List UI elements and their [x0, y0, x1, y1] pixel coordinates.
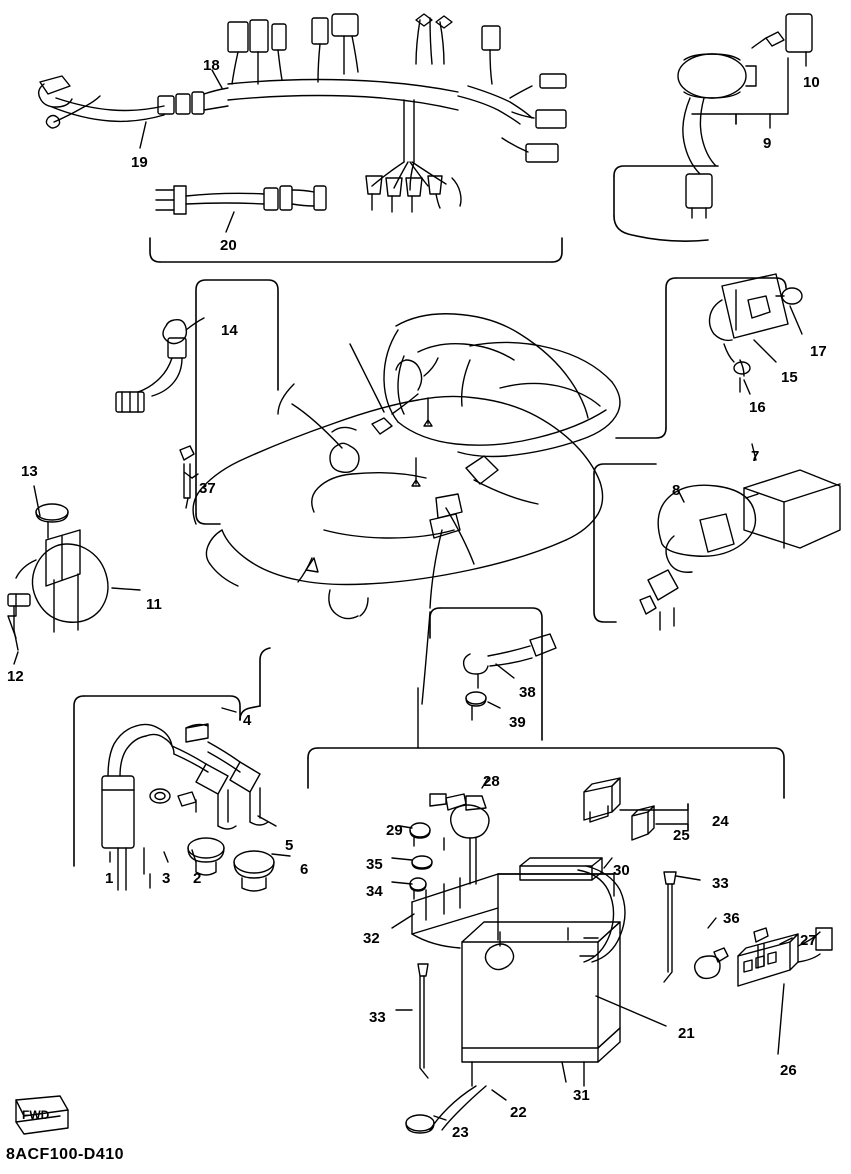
callout-number-26: 26 — [780, 1062, 797, 1079]
callout-number-36: 36 — [723, 910, 740, 927]
part-code-label: 8ACF100-D410 — [6, 1146, 125, 1163]
callout-number-34: 34 — [366, 883, 383, 900]
callout-number-2: 2 — [193, 870, 202, 887]
callout-number-1: 1 — [105, 870, 114, 887]
callout-number-6: 6 — [300, 861, 309, 878]
fwd-label: FWD — [22, 1108, 50, 1122]
callout-number-31: 31 — [573, 1087, 590, 1104]
rectifier-regulator-assembly — [616, 274, 802, 438]
callout-number-33b: 33 — [369, 1009, 386, 1026]
callout-number-19: 19 — [131, 154, 148, 171]
callout-number-14: 14 — [221, 322, 238, 339]
callout-number-5: 5 — [285, 837, 294, 854]
sensor-38-39 — [430, 608, 556, 740]
callout-number-21: 21 — [678, 1025, 695, 1042]
vehicle-body-outline — [193, 314, 620, 704]
callout-number-38: 38 — [519, 684, 536, 701]
callout-number-9: 9 — [763, 135, 772, 152]
callout-number-32: 32 — [363, 930, 380, 947]
starter-relay-assembly — [614, 14, 812, 241]
callout-number-18: 18 — [203, 57, 220, 74]
callout-number-15: 15 — [781, 369, 798, 386]
callout-number-16: 16 — [749, 399, 766, 416]
cdi-unit-assembly — [594, 444, 840, 630]
callout-number-13: 13 — [21, 463, 38, 480]
callout-number-22: 22 — [510, 1104, 527, 1121]
callout-number-39: 39 — [509, 714, 526, 731]
callout-number-17: 17 — [810, 343, 827, 360]
callout-number-33: 33 — [712, 875, 729, 892]
callout-number-29: 29 — [386, 822, 403, 839]
callout-number-8: 8 — [672, 482, 681, 499]
callout-number-20: 20 — [220, 237, 237, 254]
callout-number-37: 37 — [199, 480, 216, 497]
callout-number-28: 28 — [483, 773, 500, 790]
battery-assembly — [308, 688, 832, 1133]
ignition-coil-assembly — [74, 648, 290, 891]
callout-number-11: 11 — [146, 596, 162, 613]
callout-number-30: 30 — [613, 862, 630, 879]
callout-number-4: 4 — [243, 712, 252, 729]
callout-number-25: 25 — [673, 827, 690, 844]
callout-number-27: 27 — [800, 932, 817, 949]
wire-harness-assembly — [39, 14, 566, 262]
callout-number-12: 12 — [7, 668, 24, 685]
callout-number-24: 24 — [712, 813, 729, 830]
callout-number-10: 10 — [803, 74, 820, 91]
callout-number-7: 7 — [751, 448, 760, 465]
callout-number-35: 35 — [366, 856, 383, 873]
callout-number-23: 23 — [452, 1124, 469, 1141]
callout-number-3: 3 — [162, 870, 171, 887]
horn-assembly — [8, 486, 140, 664]
